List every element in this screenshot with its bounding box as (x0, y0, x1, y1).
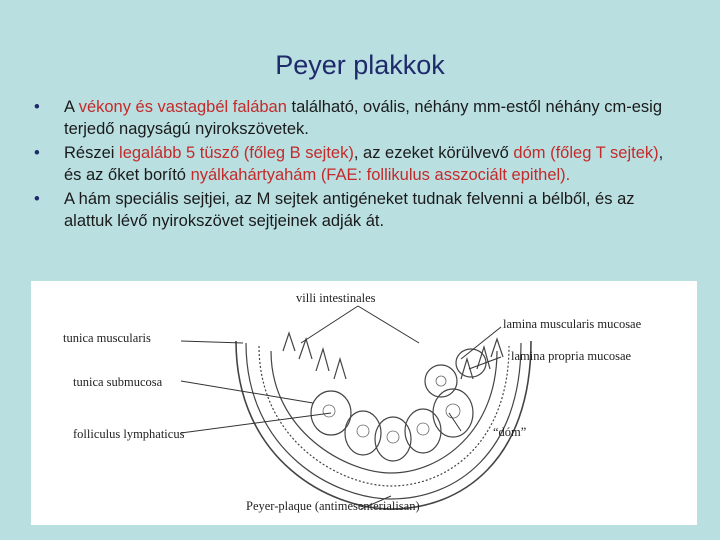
bullet-text: található, ovális, néhány mm-estől néhány cm-esig terjedő nagyságú nyirokszövetek. (64, 98, 663, 138)
highlighted-text: vékony és vastagbél falában (78, 98, 287, 116)
label-lamina-muscularis-mucosae: lamina muscularis mucosae (503, 317, 642, 331)
bullet-item (34, 96, 684, 140)
bullet-dot-icon: • (34, 144, 40, 162)
bullet-item (34, 188, 684, 232)
highlighted-text: dóm (főleg T sejtek) (513, 144, 659, 162)
bullet-text: Részei (64, 144, 120, 162)
bullet-text: A (64, 98, 79, 116)
highlighted-text: nyálkahártyahám (FAE: follikulus asszociált epithel). (190, 166, 571, 184)
label-tunica-submucosa: tunica submucosa (73, 375, 163, 389)
bullet-item (34, 142, 684, 186)
bullet-text: , és az őket borító (64, 144, 664, 184)
label-tunica-muscularis: tunica muscularis (63, 331, 151, 345)
slide-title: Peyer plakkok (275, 50, 445, 80)
bullet-dot-icon: • (34, 190, 40, 208)
label-dom: “dóm” (493, 425, 527, 439)
bullet-text: A hám speciális sejtjei, az M sejtek antigéneket tudnak felvenni a bélből, és az alattuk lévő nyirokszövet sejtjeinek adják át. (64, 190, 635, 230)
label-folliculus-lymphaticus: folliculus lymphaticus (73, 427, 185, 441)
peyer-plaque-figure (31, 281, 697, 525)
figure-caption: Peyer-plaque (antimesenterialisan) (246, 499, 420, 513)
highlighted-text: legalább 5 tüsző (főleg B sejtek) (119, 144, 354, 162)
bullet-dot-icon: • (34, 98, 40, 116)
label-villi-intestinales: villi intestinales (296, 291, 376, 305)
bullet-text: , az ezeket körülvevő (353, 144, 514, 162)
bullet-list (34, 96, 684, 234)
label-lamina-propria-mucosae: lamina propria mucosae (511, 349, 632, 363)
